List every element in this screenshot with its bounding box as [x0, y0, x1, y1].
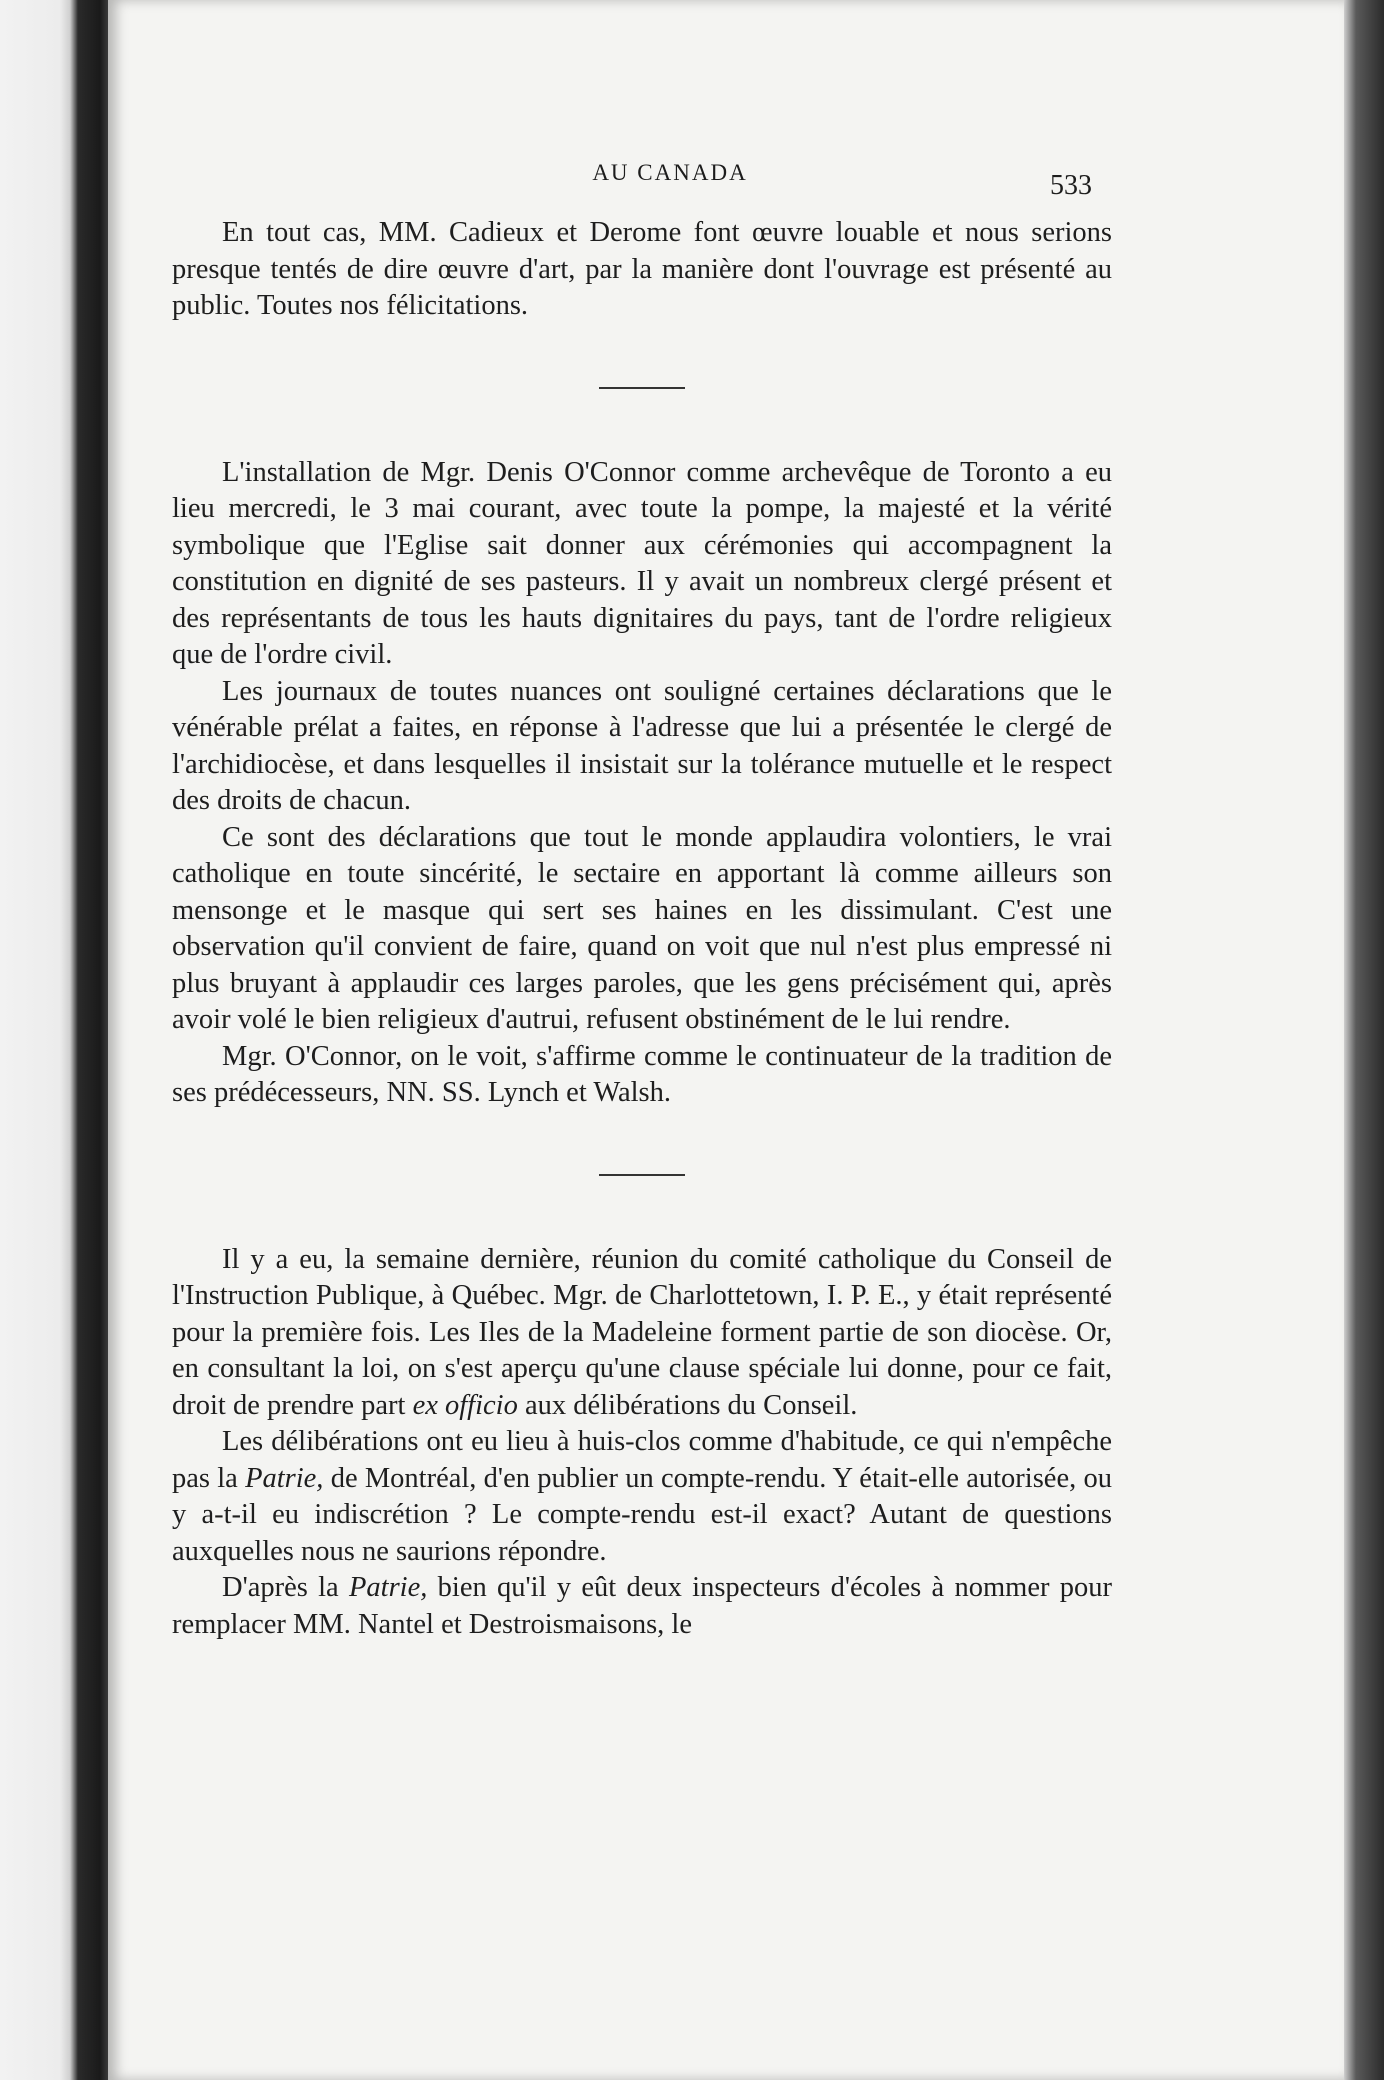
paragraph-text: aux délibérations du Conseil. [517, 1389, 858, 1421]
paragraph: L'installation de Mgr. Denis O'Connor comme archevêque de Toronto a eu lieu mercredi, le 3 mai courant, avec toute la pompe, la majesté et la vérité symbolique que l'Eglise sait donner aux cérémonies qui accompagnent la constitution en dignité de ses pasteurs. Il y avait un nombreux clergé présent et des représentants de tous les hauts dignitaires du pays, tant de l'ordre religieux que de l'ordre civil. [172, 456, 1112, 670]
italic-text: ex officio [412, 1389, 518, 1421]
paragraph [172, 1570, 1112, 1643]
italic-text: Patrie, [245, 1462, 324, 1494]
paragraph: Ce sont des déclarations que tout le monde applaudira volontiers, le vrai catholique en toute sincérité, le sectaire en apportant là comme ailleurs son mensonge et le masque qui sert ses haines en les dissimulant. C'est une observation qu'il convient de faire, quand on voit que nul n'est plus empressé ni plus bruyant à applaudir ces larges paroles, que les gens précisément qui, après avoir volé le bien religieux d'autrui, refusent obstinément de le lui rendre. [172, 821, 1112, 1035]
paragraph-text: bien qu'il y eût deux inspecteurs d'écoles à nommer pour remplacer MM. Nantel et Destroismaisons, le [172, 1572, 1112, 1640]
paragraph-text: Il y a eu, la semaine dernière, réunion du comité catholique du Conseil de l'Instruction Publique, à Québec. Mgr. de Charlottetown, I. P. E., y était représenté pour la première fois. Les Iles de la Madeleine forment partie de son diocèse. Or, en consultant la loi, on s'est aperçu qu'une clause spéciale lui donne, pour ce fait, droit de prendre part [172, 1243, 1112, 1421]
paragraph: Les journaux de toutes nuances ont souligné certaines déclarations que le vénérable prélat a faites, en réponse à l'adresse que lui a présentée le clergé de l'archidiocèse, et dans lesquelles il insistait sur la tolérance mutuelle et le respect des droits de chacun. [172, 675, 1112, 816]
paragraph: En tout cas, MM. Cadieux et Derome font œuvre louable et nous serions presque tentés de dire œuvre d'art, par la manière dont l'ouvrage est présenté au public. Toutes nos félicitations. [172, 217, 1112, 321]
paragraph: Mgr. O'Connor, on le voit, s'affirme comme le continuateur de la tradition de ses prédécesseurs, NN. SS. Lynch et Walsh. [172, 1040, 1112, 1108]
paragraph-text: D'après la [222, 1572, 350, 1603]
paragraph [172, 1424, 1112, 1570]
running-head: AU CANADA [592, 160, 748, 185]
paragraph-text: de Montréal, d'en publier un compte-rendu. Y était-elle autorisée, ou y a-t-il eu indiscrétion ? Le compte-rendu est-il exact? Autant de questions auxquelles nous ne saurions répondre. [172, 1462, 1112, 1567]
page-number: 533 [1050, 170, 1092, 201]
page-body [172, 215, 1112, 1643]
section-divider [599, 387, 685, 389]
section-divider [599, 1174, 685, 1176]
paragraph-text: Les délibérations ont eu lieu à huis-clos comme d'habitude, ce qui n'empêche pas la [172, 1426, 1112, 1494]
italic-text: Patrie, [349, 1572, 428, 1603]
right-page-edge [1344, 0, 1384, 2080]
paragraph [172, 1242, 1112, 1425]
left-page-edge [0, 0, 108, 2080]
